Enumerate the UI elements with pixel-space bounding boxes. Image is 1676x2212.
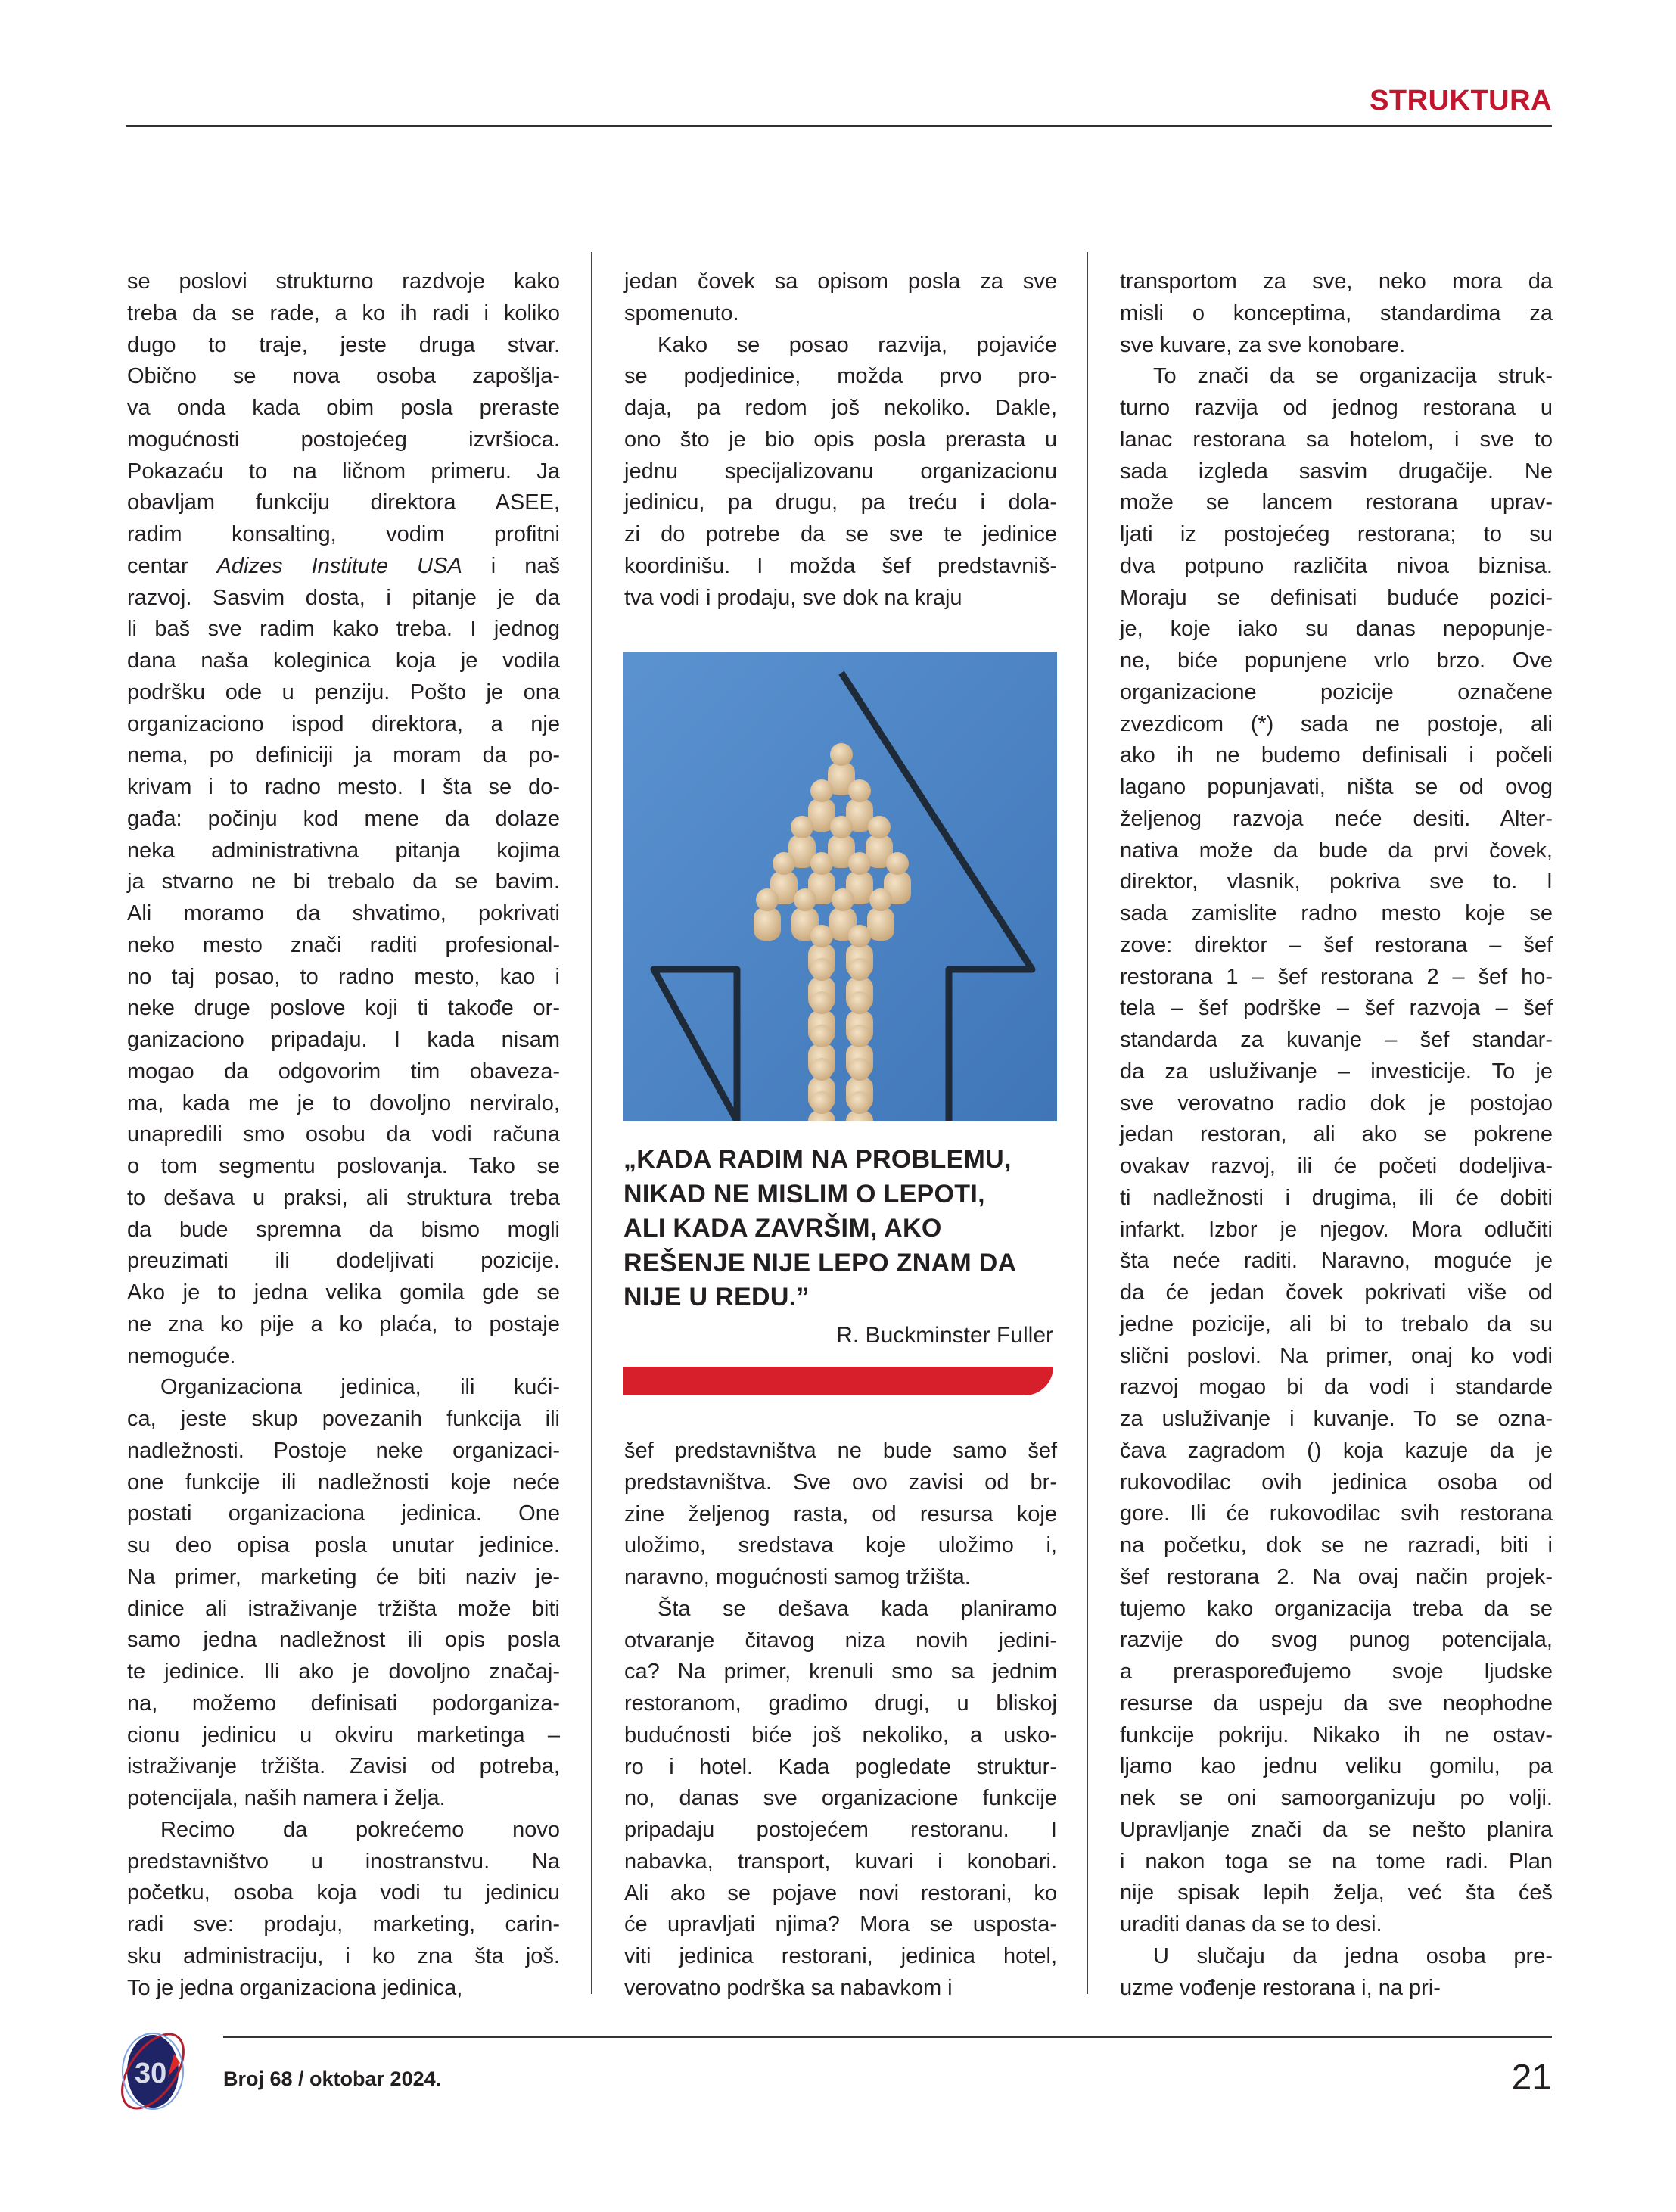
text-line: jednu specijalizovanu organizacionu	[624, 459, 1057, 484]
quote-line: NIKAD NE MISLIM O LEPOTI,	[623, 1179, 985, 1209]
text-line: zvezdicom (*) sada ne postoje, ali	[1120, 711, 1553, 736]
text-line: istraživanje tržišta. Zavisi od potreba,	[127, 1754, 560, 1779]
text-line: jedan čovek sa opisom posla za sve	[624, 269, 1057, 294]
text-line: Moraju se definisati buduće pozici-	[1120, 585, 1553, 610]
figure-head	[830, 743, 853, 766]
text-line: ne, biće popunjene vrlo brzo. Ove	[1120, 649, 1553, 673]
text-line: sve kuvare, za sve konobare.	[1120, 332, 1406, 357]
text-line: radim konsalting, vodim profitni	[127, 522, 560, 546]
text-line: pripadaju postojećem restoranu. I	[624, 1818, 1057, 1842]
text-line: potencijala, naših namera i želja.	[127, 1786, 446, 1810]
figure-body	[867, 907, 894, 941]
text-line: Ako je to jedna velika gomila gde se	[127, 1280, 560, 1305]
text-segment: i naš	[462, 553, 560, 578]
text-line: će upravljati njima? Mora se uspostа-	[624, 1912, 1057, 1937]
text-line: preuzimati ili dodeljivati pozicije.	[127, 1249, 560, 1274]
figure-head	[810, 1058, 833, 1081]
text-line: naravno, mogućnosti samog tržišta.	[624, 1565, 971, 1589]
text-line: se podjedinice, možda prvo pro-	[624, 364, 1057, 389]
text-line: nek se oni samoorganizuju po volji.	[1120, 1786, 1553, 1810]
text-line: U slučaju da jedna osoba pre-	[1153, 1943, 1553, 1968]
text-line: spomenuto.	[624, 300, 739, 325]
footer-rule	[223, 2036, 1552, 2038]
figure-head	[868, 816, 891, 838]
text-line: koordinišu. I možda šef predstavniš-	[624, 553, 1057, 578]
page-number: 21	[1511, 2058, 1552, 2098]
text-line: nadležnosti. Postoje neke organizaci-	[127, 1438, 560, 1463]
text-line: o tom segmentu poslovanja. Tako se	[127, 1154, 560, 1178]
text-line: nije spisak lepih želja, već šta ćeš	[1120, 1881, 1553, 1906]
text-line: šef restorana 2. Na ovaj način projek-	[1120, 1564, 1553, 1589]
text-line: sve verovatno radio dok je postojao	[1120, 1090, 1553, 1115]
text-line: ca? Na primer, krenuli smo sa jednim	[624, 1660, 1057, 1685]
text-line: daja, pa redom još nekoliko. Dakle,	[624, 396, 1057, 420]
text-line: funkcije pokriju. Nikako ih ne ostav-	[1120, 1722, 1553, 1747]
text-line: mogao da odgovorim tim obaveza-	[127, 1059, 560, 1084]
text-line: gađa: počinju kod mene da dolaze	[127, 806, 560, 831]
text-line: tujemo kako organizacija treba da se	[1120, 1596, 1553, 1621]
text-line: misli o konceptima, standardima za	[1120, 300, 1553, 325]
column-divider	[1087, 252, 1088, 1994]
text-line: su deo opisa posla unutar jedinice.	[127, 1533, 560, 1557]
text-line: lagano popunjavati, ništa se od ovog	[1120, 775, 1553, 799]
text-line: ovakav razvoj, ili će početi dodeljiva-	[1120, 1154, 1553, 1178]
text-line: na početku, dok se ne razradi, biti i	[1120, 1533, 1553, 1557]
section-title: STRUKTURA	[1370, 85, 1552, 117]
text-line: budućnosti biće još nekoliko, a usko-	[624, 1722, 1057, 1747]
text-line: zove: direktor – šef restorana – šef	[1120, 932, 1553, 957]
text-line: Ali moramo da shvatimo, pokrivati	[127, 901, 560, 926]
text-line: resurse da uspeju da sve neophodne	[1120, 1691, 1553, 1716]
text-line: na, možemo definisati podorganiza-	[127, 1691, 560, 1716]
figure-head	[791, 816, 813, 838]
text-line: turno razvija od jednog restorana u	[1120, 396, 1553, 420]
text-line: unapredili smo osobu da vodi računa	[127, 1122, 560, 1147]
text-line: da bude spremna da bismo mogli	[127, 1217, 560, 1242]
magazine-logo	[92, 2027, 213, 2116]
text-line: podršku ode u penziju. Pošto je ona	[127, 680, 560, 705]
figure-head	[848, 1058, 871, 1081]
text-line: ganizaciono pripadaju. I kada nisam	[127, 1028, 560, 1052]
figure-head	[886, 852, 909, 875]
text-line: Pokazaću to na ličnom primeru. Ja	[127, 459, 560, 484]
figure-head	[848, 1025, 871, 1047]
text-line: treba da se rade, a ko ih radi i koliko	[127, 300, 560, 325]
figure-head	[756, 888, 779, 911]
text-line: sku administraciju, i ko zna šta još.	[127, 1943, 560, 1968]
column-1	[127, 266, 560, 2004]
text-line: postati organizaciona jedinica. One	[127, 1501, 560, 1526]
text-line: se poslovi strukturno razdvoje kako	[127, 269, 560, 294]
text-line: uložimo, sredstava koje uložimo i,	[624, 1533, 1057, 1558]
figure-head	[810, 1091, 833, 1114]
text-line: infarkt. Izbor je njegov. Mora odlučiti	[1120, 1217, 1553, 1242]
text-line: sada zamislite radno mesto koje se	[1120, 901, 1553, 926]
text-line: standarda za kuvanje – šef standar-	[1120, 1028, 1553, 1052]
text-line: Organizaciona jedinica, ili kući-	[160, 1375, 560, 1400]
text-line: verovatno podrška sa nabavkom i	[624, 1975, 953, 2000]
text-line: predstavništva. Sve ovo zavisi od br-	[624, 1470, 1057, 1495]
text-line: dugo to traje, jeste druga stvar.	[127, 332, 560, 357]
text-line: viti jedinica restorani, jedinica hotel,	[624, 1944, 1057, 1968]
text-line: no, danas sve organizacione funkcije	[624, 1786, 1057, 1811]
text-line: ljati iz postojećeg restorana; to su	[1120, 522, 1553, 546]
text-line: To je jedna organizaciona jedinica,	[127, 1975, 463, 2000]
svg-text:30: 30	[135, 2058, 167, 2089]
text-line: dva potpuno različita nivoa biznisa.	[1120, 553, 1553, 578]
text-line: jedan restoran, ali ako se pokrene	[1120, 1122, 1553, 1147]
pull-quote	[623, 1143, 1055, 1315]
text-line: jedinicu, pa drugu, pa treću i dola-	[624, 490, 1057, 515]
text-line: restorana 1 – šef restorana 2 – šef ho-	[1120, 964, 1553, 989]
text-line: rukovodilac ovih jedinica osoba od	[1120, 1470, 1553, 1495]
figure-head	[830, 816, 853, 838]
figure-head	[794, 888, 816, 911]
text-line: Recimo da pokrećemo novo	[160, 1817, 560, 1842]
text-line: radi sve: prodaju, marketing, carin-	[127, 1912, 560, 1937]
text-line: mogućnosti postojećeg izvršioca.	[127, 427, 560, 452]
text-line: lanac restorana sa hotelom, i sve to	[1120, 427, 1553, 452]
text-line: ro i hotel. Kada pogledate struktur-	[624, 1754, 1057, 1779]
text-segment: centar	[127, 553, 217, 578]
figure-head	[810, 958, 833, 981]
text-line: Upravljanje znači da se nešto planira	[1120, 1817, 1553, 1842]
text-line: no taj posao, to radno mesto, kao i	[127, 964, 560, 989]
text-line: razvoj. Sasvim dosta, i pitanje je da	[127, 585, 560, 610]
text-line: željenog razvoja neće desiti. Alter-	[1120, 806, 1553, 831]
text-line: krivam i to radno mesto. I šta se do-	[127, 775, 560, 799]
text-line: one funkcije ili nadležnosti koje neće	[127, 1470, 560, 1495]
text-line: zi do potrebe da se sve te jedinice	[624, 522, 1057, 546]
text-line: je, koje iako su danas nepopunje-	[1120, 617, 1553, 642]
text-line: predstavništvo u inostranstvu. Na	[127, 1849, 560, 1874]
text-line: Kako se posao razvija, pojaviće	[658, 332, 1057, 357]
text-line: i nakon toga se na tome radi. Plan	[1120, 1849, 1553, 1874]
text-line: restoranom, gradimo drugi, u bliskoj	[624, 1691, 1057, 1716]
text-line: tela – šef podrške – šef razvoja – šef	[1120, 996, 1553, 1021]
text-line: šta neće raditi. Naravno, moguće je	[1120, 1249, 1553, 1274]
text-line: To znači da se organizacija struk-	[1153, 364, 1553, 389]
text-line: ljamo kao jednu veliku gomilu, pa	[1120, 1754, 1553, 1779]
issue-info: Broj 68 / oktobar 2024.	[223, 2067, 442, 2090]
text-line: ma, kada me je to dovoljno nerviralo,	[127, 1090, 560, 1115]
text-line: otvaranje čitavog niza novih jedini-	[624, 1628, 1057, 1653]
text-line: da za usluživanje – investicije. To je	[1120, 1059, 1553, 1084]
text-line: va onda kada obim posla preraste	[127, 396, 560, 420]
text-line: ako ih ne budemo definisali i počeli	[1120, 743, 1553, 768]
text-line: gore. Ili će rukovodilac svih restorana	[1120, 1501, 1553, 1526]
quote-line: NIJE U REDU.”	[623, 1283, 810, 1311]
figure-body	[754, 907, 781, 941]
quote-line: ALI KADA ZAVRŠIM, AKO	[623, 1214, 942, 1243]
text-line: ca, jeste skup povezanih funkcija ili	[127, 1407, 560, 1431]
text-line: slični poslovi. Na primer, onaj ko vodi	[1120, 1343, 1553, 1368]
text-line: nema, po definiciji ja moram da po-	[127, 743, 560, 768]
text-line: Ali ako se pojave novi restorani, ko	[624, 1881, 1057, 1906]
figure-head	[848, 991, 871, 1014]
column-3	[1120, 266, 1553, 2004]
text-line: sada izgleda sasvim drugačije. Ne	[1120, 459, 1553, 484]
column-divider	[591, 252, 592, 1994]
text-line: ono što je bio opis posla prerasta u	[624, 427, 1057, 452]
figure-head	[848, 1091, 871, 1114]
text-line: tva vodi i prodaju, sve dok na kraju	[624, 585, 962, 610]
column-2-bottom	[624, 1436, 1057, 2005]
text-line: neke druge poslove koji ti takođe or-	[127, 996, 560, 1021]
text-line: uzme vođenje restorana i, na pri-	[1120, 1975, 1441, 2000]
text-line: to dešava u praksi, ali struktura treba	[127, 1185, 560, 1210]
text-line: šef predstavništva ne bude samo šef	[624, 1439, 1057, 1463]
text-line: nativa može da bude da prvi čovek,	[1120, 838, 1553, 863]
figure-head	[848, 779, 871, 802]
figure-head	[810, 991, 833, 1014]
article-photo	[623, 652, 1057, 1121]
text-line: samo jedna nadležnost ili opis posla	[127, 1628, 560, 1653]
figure-head	[810, 1025, 833, 1047]
text-line: Na primer, marketing će biti naziv je-	[127, 1564, 560, 1589]
text-line: jedne pozicije, ali bi to trebalo da su	[1120, 1311, 1553, 1336]
text-line: nabavka, transport, kuvari i konobari.	[624, 1849, 1057, 1874]
text-line: ne zna ko pije a ko plaća, to postaje	[127, 1311, 560, 1336]
text-line: neko mesto znači raditi profesional-	[127, 932, 560, 957]
text-line: razvije do svog punog potencijala,	[1120, 1628, 1553, 1653]
text-line: Obično se nova osoba zapošlja-	[127, 364, 560, 389]
figure-head	[773, 852, 795, 875]
column-2-top	[624, 266, 1057, 614]
text-line	[127, 551, 560, 583]
text-line: ja stvarno ne bi trebalo da se bavim.	[127, 870, 560, 894]
text-line: čava zagradom () koja kazuje da je	[1120, 1438, 1553, 1463]
text-line: Šta se dešava kada planiramo	[658, 1596, 1057, 1621]
text-line: za usluživanje i kuvanje. To se ozna-	[1120, 1407, 1553, 1431]
header-rule	[126, 125, 1552, 127]
text-line: a preraspoređujemo svoje ljudske	[1120, 1660, 1553, 1684]
text-line: dana naša koleginica koja je vodila	[127, 649, 560, 673]
text-line: direktor, vlasnik, pokriva sve to. I	[1120, 870, 1553, 894]
figure-head	[810, 852, 833, 875]
text-line: cionu jedinicu u okviru marketinga –	[127, 1722, 560, 1747]
text-line: razvoj mogao bi da vodi i standarde	[1120, 1375, 1553, 1400]
text-line: zine željenog rasta, od resursa koje	[624, 1501, 1057, 1526]
text-line: organizaciono ispod direktora, a nje	[127, 711, 560, 736]
quote-line: „KADA RADIM NA PROBLEMU,	[623, 1145, 1012, 1174]
quote-author: R. Buckminster Fuller	[836, 1323, 1053, 1348]
figure-head	[848, 925, 871, 947]
text-line: početku, osoba koja vodi tu jedinicu	[127, 1881, 560, 1906]
figure-head	[810, 779, 833, 802]
text-line: uraditi danas da se to desi.	[1120, 1912, 1382, 1937]
quote-line: REŠENJE NIJE LEPO ZNAM DA	[623, 1248, 1017, 1277]
text-line: da će jedan čovek pokrivati više od	[1120, 1280, 1553, 1305]
text-line: transportom za sve, neko mora da	[1120, 269, 1553, 294]
figure-head	[832, 888, 854, 911]
text-line: neka administrativna pitanja kojima	[127, 838, 560, 863]
figure-head	[869, 888, 892, 911]
text-line: organizacione pozicije označene	[1120, 680, 1553, 705]
quote-accent-bar	[623, 1367, 1053, 1395]
italic-name: Adizes Institute USA	[216, 553, 462, 578]
figure-head	[848, 852, 871, 875]
text-line: nemoguće.	[127, 1343, 236, 1368]
text-line: te jedinice. Ili ako je dovoljno značaj-	[127, 1660, 560, 1684]
text-line: dinice ali istraživanje tržišta može biti	[127, 1596, 560, 1621]
text-line: obavljam funkciju direktora ASEE,	[127, 490, 560, 515]
figure-head	[810, 925, 833, 947]
figure-head	[848, 958, 871, 981]
text-line: ti nadležnosti i drugima, ili će dobiti	[1120, 1185, 1553, 1210]
text-line: li baš sve radim kako treba. I jednog	[127, 617, 560, 642]
text-line: može se lancem restorana uprav-	[1120, 490, 1553, 515]
